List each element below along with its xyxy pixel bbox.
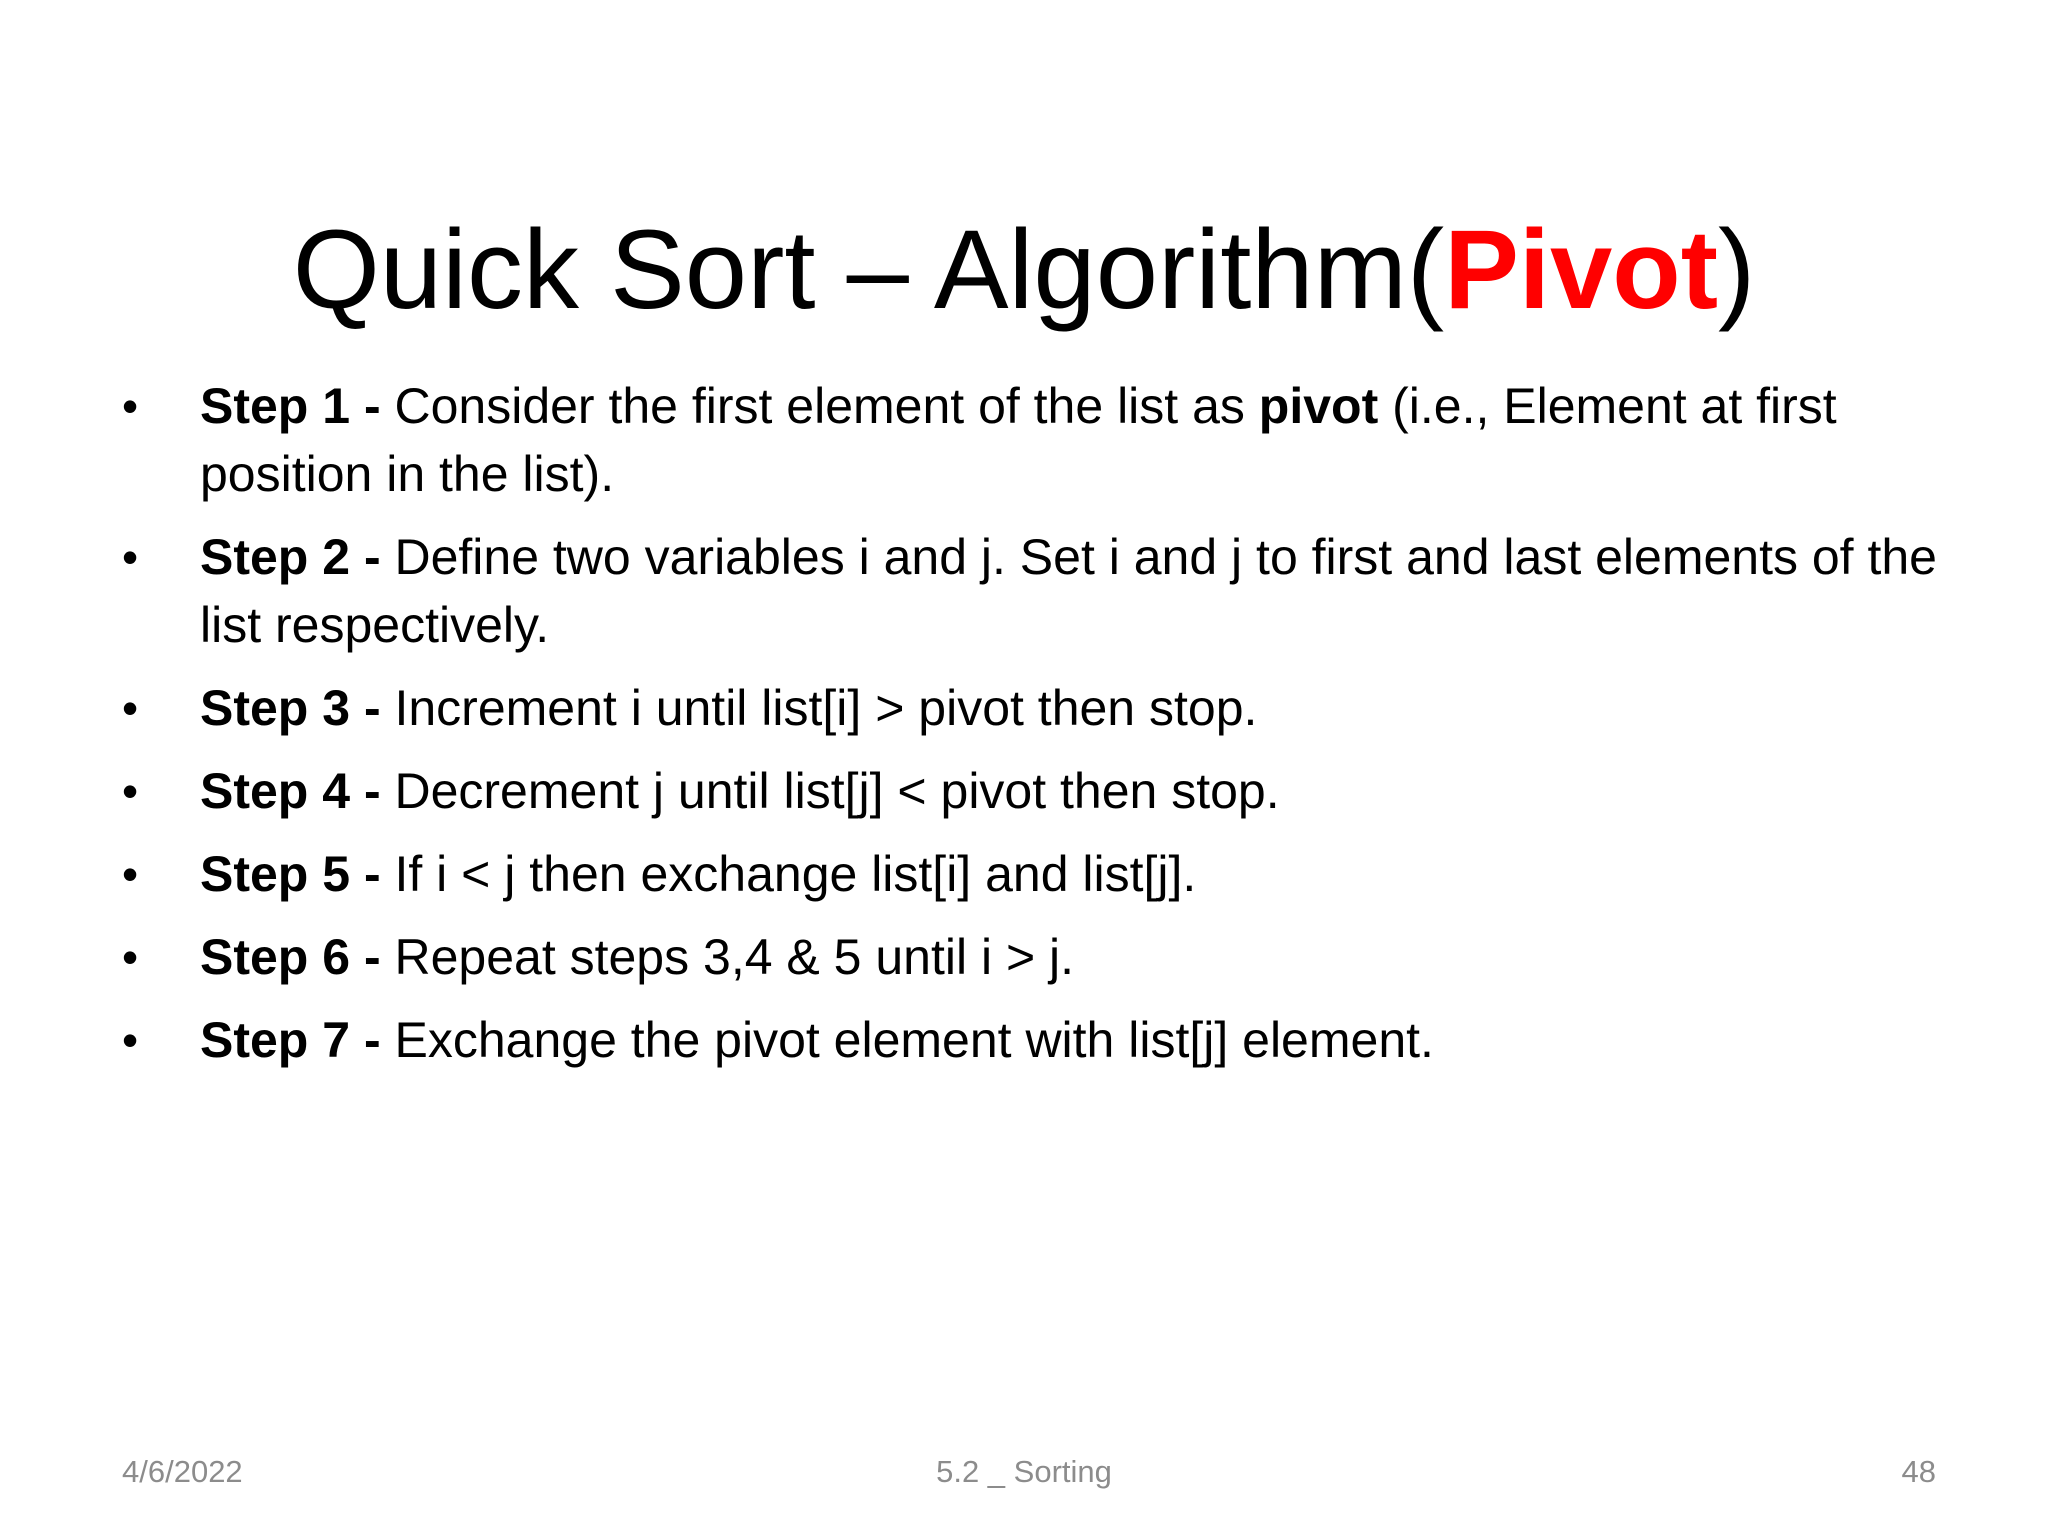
step-text: (i.e., Element at first position in the list). xyxy=(200,378,1837,502)
step-label: Step 7 - xyxy=(200,1012,381,1068)
bullet-icon: • xyxy=(122,380,139,432)
bullet-icon: • xyxy=(122,1014,139,1066)
step-item xyxy=(120,372,1950,508)
step-label: Step 5 - xyxy=(200,846,381,902)
step-text: Exchange the pivot element with list[j] element. xyxy=(380,1012,1434,1068)
bullet-icon: • xyxy=(122,848,139,900)
step-item xyxy=(120,1006,1950,1074)
step-label: Step 4 - xyxy=(200,763,381,819)
title-prefix: Quick Sort – Algorithm( xyxy=(292,207,1445,333)
step-item xyxy=(120,923,1950,991)
footer-title: 5.2 _ Sorting xyxy=(936,1454,1112,1489)
step-label: Step 3 - xyxy=(200,680,381,736)
step-label: Step 2 - xyxy=(200,529,381,585)
slide-number: 48 xyxy=(1901,1454,1936,1489)
step-label: Step 6 - xyxy=(200,929,381,985)
step-label: Step 1 - xyxy=(200,378,381,434)
title-accent: Pivot xyxy=(1444,207,1719,333)
step-text: Define two variables i and j. Set i and j to first and last elements of the list respectively. xyxy=(200,529,1937,653)
step-item xyxy=(120,674,1950,742)
bullet-icon: • xyxy=(122,931,139,983)
bullet-icon: • xyxy=(122,531,139,583)
bullet-icon: • xyxy=(122,682,139,734)
step-text: Repeat steps 3,4 & 5 until i > j. xyxy=(380,929,1075,985)
bullet-icon: • xyxy=(122,765,139,817)
title-suffix: ) xyxy=(1718,207,1756,333)
step-item xyxy=(120,840,1950,908)
steps-list xyxy=(120,372,1950,1089)
step-emphasis: pivot xyxy=(1258,378,1379,434)
step-text: Consider the first element of the list as xyxy=(380,378,1259,434)
step-item xyxy=(120,523,1950,659)
slide-title xyxy=(0,195,2048,345)
step-text: Decrement j until list[j] < pivot then stop. xyxy=(380,763,1280,819)
step-text: Increment i until list[i] > pivot then stop. xyxy=(380,680,1258,736)
step-text: If i < j then exchange list[i] and list[j]. xyxy=(380,846,1197,902)
footer-date: 4/6/2022 xyxy=(122,1454,243,1489)
step-item xyxy=(120,757,1950,825)
